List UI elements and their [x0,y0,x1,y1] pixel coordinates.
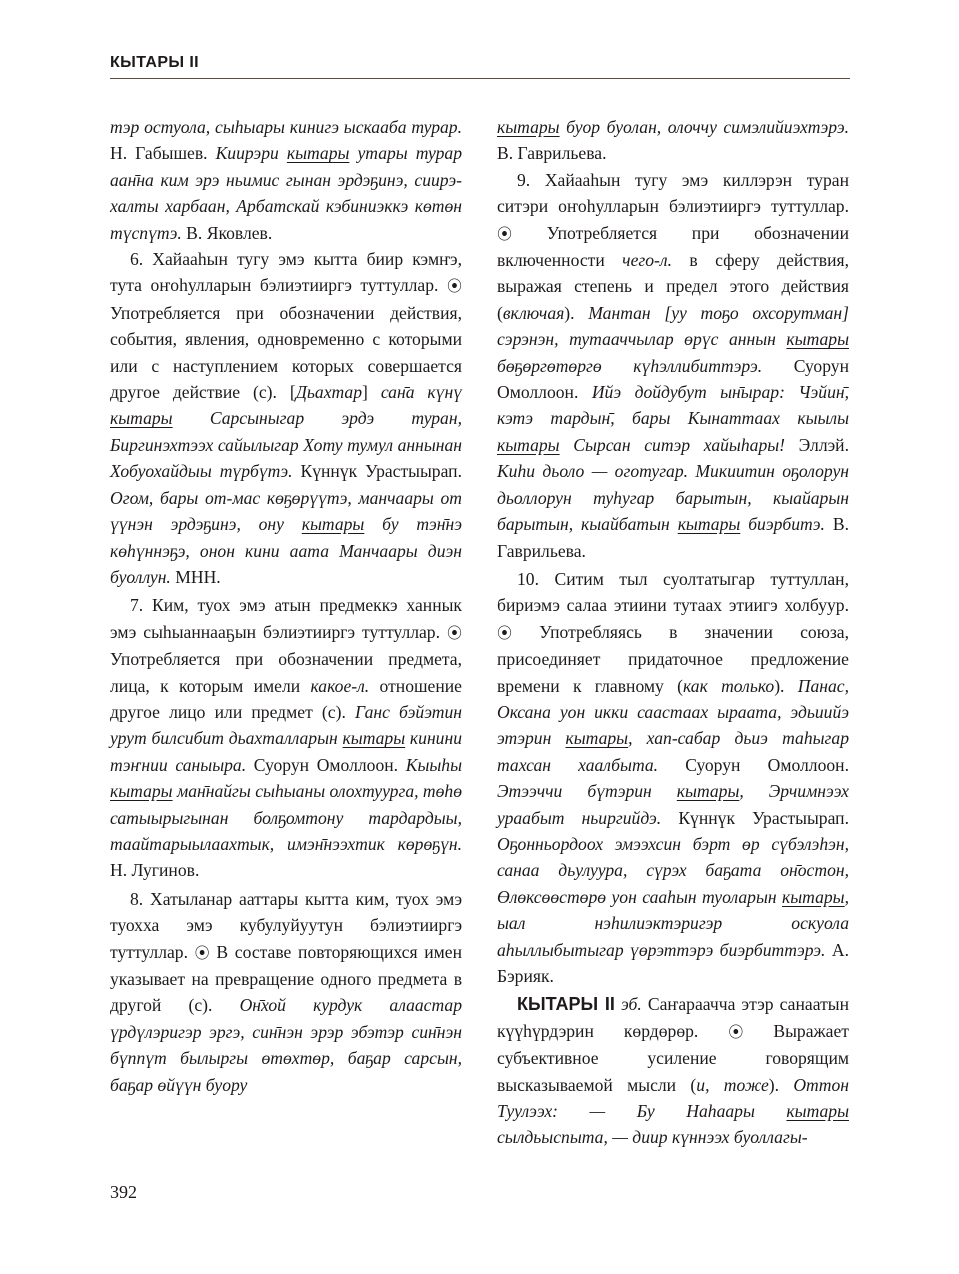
author-citation: Н. Габышев. [110,143,216,164]
gloss-italic: как только [682,675,775,696]
example-text: , хап-сабар дьиэ таһыгар тахсан хаалбыта. [497,728,849,775]
bullseye-icon: ⦿ [194,943,210,962]
example-text: Огом, бары от-мас көҕөрүүтэ, манчаары от үүнэн эрдэҕинэ, ону [110,487,462,535]
bullseye-icon: ⦿ [446,277,462,296]
example-text: Панас, Оксана уон икки саастаах ыраата, эдьиийэ этэрин [497,675,849,749]
example-text: Ийэ дойдубут ын̄ырар: Чэйин̄, кэтэ тардын̄, бары Кынаттаах кыылы [497,382,849,429]
keyword-underlined: кытары [786,329,849,350]
sense-definition: 10. Ситим тыл суолтатыгар туттуллан, бириэмэ салаа этиини тутаах этиигэ холбуур. [497,568,849,616]
continued-paragraph [497,114,849,167]
author-citation: МНН. [170,566,221,587]
author-citation: Күннүк Урастыырап. [292,461,462,482]
gloss-italic: какое-л. [310,675,370,696]
running-head: КЫТАРЫ II [110,54,200,71]
example-text: утары турар аан̄на ким эрэ ньимис гынан эрдэҕинэ, сиирэ-халты харбаан, Арбатскай кэбиниэккэ көтөн түспүтэ. [110,143,462,243]
sense-definition: 8. Хатыланар ааттары кытта ким, туох эмэ туохха эмэ кубулуйуутун бэлиэтииргэ туттуллар. [110,888,462,962]
bracket-text: ] [362,382,381,403]
left-column [110,114,462,1098]
sense-definition: Саҥараачча этэр санаатын күүһүрдэрин көрдөрөр. [497,994,849,1041]
example-text: Оҕонньордоох эмээхсин бэрт өр сүбэлэһэн, санаа дьулуура, сүрэх баҕата он̄остон, Өлөксөөстөрө уон сааһын туоларын [497,833,849,907]
entry-headword: КЫТАРЫ II [517,994,615,1015]
part-of-speech: эб. [614,994,642,1015]
russian-gloss: Употребляется при обозначении действия, события, явления, одновременно с которыми или с наступлением которых совершается другое действие (с). [ [110,302,462,403]
russian-gloss: ). [768,1074,794,1095]
sense-definition: 6. Хайааһын тугу эмэ кытта биир кэмҥэ, тута оҥоһулларын бэлиэтииргэ туттуллар. [110,249,462,296]
russian-gloss: Употребляется при обозначении включенности [497,222,849,271]
bullseye-icon: ⦿ [446,623,462,642]
example-text: Мантан [ [588,302,672,323]
example-text: уу тоҕо охсорутман [671,302,843,323]
author-citation: А. Бэрияк. [497,939,849,986]
keyword-underlined: кытары [497,117,560,137]
keyword-underlined: кытары [565,728,629,749]
page-number: 392 [110,1182,137,1202]
keyword-underlined: кытары [677,514,741,535]
example-text: биэрбитэ. [740,514,825,535]
example-text: буор буолан, олоччу симэлийиэхтэрэ. [559,117,849,137]
keyword-underlined: кытары [301,514,365,535]
russian-gloss: Употребляясь в значении союза, присоединяет придаточное предложение времени к главному ( [497,621,849,696]
right-column [497,114,849,1151]
russian-gloss: отношение другое лицо или предмет (с). [110,675,462,722]
keyword-underlined: кытары [342,728,406,749]
keyword-underlined: кытары [497,434,560,455]
keyword-underlined: кытары [782,886,845,907]
example-text: сан̄а күнү [380,382,462,403]
bullseye-icon: ⦿ [728,1022,744,1041]
russian-gloss: В составе повторяющихся имен указывает на превращение одного предмета в другой (с). [110,941,463,1016]
entry-kytary-2 [497,991,849,1150]
example-text: Кыыһы [405,754,462,775]
example-text: Сырсан ситэр хайыһары! [559,434,786,455]
sense-9-paragraph [497,167,849,564]
example-text: Киһи дьоло — оготугар. Микиитин оҕолорун дьоллорун туһугар барытын, кыайарын барытын, кыайбатын [497,461,849,535]
author-citation: В. Гаврильева. [497,514,849,561]
russian-gloss: ). [564,302,589,323]
example-text: ман̄найгы сыһыаны олохтуурга, төһө сатыырыгынан болҕомтону тардардыы, таайтарыылаахтык, имэн̄нээхтик көрөҕүн. [110,781,463,854]
author-citation: В. Гаврильева. [497,143,607,164]
sense-definition: 7. Ким, туох эмэ атын предмеккэ ханнык эмэ сыһыаннааҕын бэлиэтииргэ туттуллар. [110,595,462,642]
sense-6-paragraph [110,246,462,590]
sense-10-paragraph [497,566,849,990]
sense-definition: 9. Хайааһын тугу эмэ киллэрэн туран ситэри оҥоһулларын бэлиэтииргэ туттуллар. [497,169,849,217]
bullseye-icon: ⦿ [497,623,513,642]
gloss-italic: и, тоже [696,1074,769,1095]
example-text: , ыал нэһилиэктэригэр оскуола аһыллыбытыгар үөрэттэрэ биэрбиттэрэ. [497,886,849,960]
header-rule [110,78,850,79]
author-citation: В. Яковлев. [181,222,273,243]
sense-7-paragraph [110,592,462,883]
example-text: Этээччи бүтэрин [497,781,677,802]
example-text: , Эрчимнээх ураабыт ньиргийдэ. [497,781,849,828]
author-citation: Суорун Омоллоон. [497,355,849,403]
author-citation: Н. Лугинов. [110,860,200,881]
example-text: бу тэн̄нэ көһүннэҕэ, онон кини аата Манчаары диэн буоллун. [110,514,462,587]
keyword-underlined: кытары [286,143,350,164]
keyword-underlined: кытары [786,1101,849,1122]
author-citation: Күннүк Урастыырап. [661,807,849,828]
russian-gloss: Выражает субъективное усиление говорящим высказываемой мысли ( [497,1020,849,1095]
keyword-underlined: кытары [110,781,173,802]
example-text: тэр остуола, сыһыары кинигэ ыскааба турар. [110,117,462,137]
example-text: Сарсыныгар эрдэ туран, Биргинэхтээх сайылыгар Хоту тумул аннынан Хобуохайдыы түрбүтэ. [110,408,462,482]
example-text: сылдьыспыта, — диир күннээх буоллагы- [497,1127,808,1148]
example-text: Дьахтар [295,382,363,403]
author-citation: Эллэй. [785,434,849,455]
gloss-italic: включая [502,302,565,323]
russian-gloss: ). [774,675,798,696]
author-citation: Суорун Омоллоон. [658,754,849,775]
example-text: бөҕөргөтөргө күһэллибиттэрэ. [497,355,763,376]
keyword-underlined: кытары [676,781,740,802]
example-text: Оттон Туулээх: — Бу Наһаары [497,1074,849,1122]
example-text: Он̄хой курдук алаастар үрдүлэригэр эргэ, син̄нэн эрэр эбэтэр син̄нэн бүппүт былыргы өтөхтөр, баҕар сарсын, баҕар өйүүн буору [110,995,462,1095]
russian-gloss: Употребляется при обозначении предмета, лица, к которым имели [110,649,462,696]
author-citation: Суорун Омоллоон. [246,754,406,775]
bullseye-icon: ⦿ [497,224,513,243]
gloss-italic: чего-л. [622,250,672,271]
russian-gloss: в сферу действия, выражая степень и предел этого действия ( [497,250,849,323]
example-text: Ганс бэйэтин урут билсибит дьахталларын [110,701,462,749]
example-text: ] сэрэнэн, тутааччылар өрүс аннын [497,302,850,350]
keyword-underlined: кытары [110,408,173,429]
continued-paragraph [110,114,462,246]
example-text: кинини тэҥнии саныыра. [110,728,462,775]
example-text: Киирэри [215,143,287,164]
sense-8-paragraph [110,886,462,1098]
